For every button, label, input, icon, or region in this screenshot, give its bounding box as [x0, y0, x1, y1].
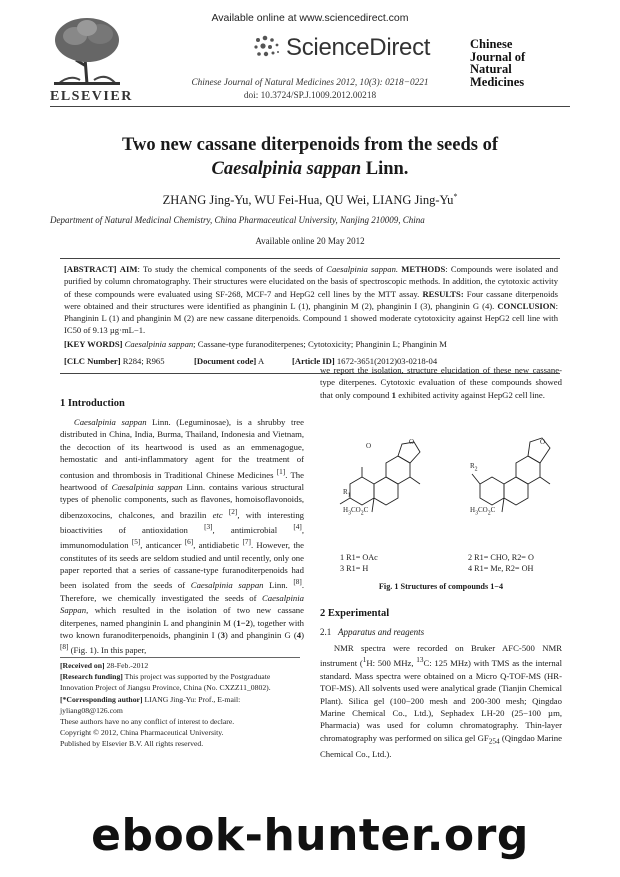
keyword-species: Caesalpinia sappan: [124, 339, 194, 349]
mol-label-o: O: [366, 442, 372, 450]
funding-note: [60, 671, 305, 693]
subsection-heading: [320, 627, 424, 637]
corresponding-note: [60, 694, 305, 716]
aim-species: Caesalpinia sappan.: [326, 264, 399, 274]
compound-legend-left: [340, 552, 378, 574]
results-text: Four cassane diterpenoids were obtained and their structures were identified as phanginin L (1), phanginin M (2), phanginin I (3), phanginin G (4).: [64, 288, 558, 311]
clc-number: [64, 356, 165, 366]
title-species: Caesalpinia sappan: [211, 159, 362, 179]
affiliation: Department of Natural Medicinal Chemistry, China Pharmaceutical University, Nanjing 210009, China: [50, 215, 425, 225]
conclusion-text: : Phanginin L (1) and phanginin M (2) are new cassane diterpenoids. Compound 1 showed moderate cytotoxicity against HepG2 cell line with IC50 of 9.13 µg·mL−1.: [64, 300, 558, 336]
id-label: [Article ID]: [292, 356, 335, 366]
abstract-top-rule: [60, 258, 560, 259]
author-names: ZHANG Jing-Yu, WU Fei-Hua, QU Wei, LIANG Jing-Yu: [162, 193, 454, 208]
abstract: [64, 263, 558, 337]
article-title: [60, 133, 560, 181]
journal-name-line: Medicines: [470, 74, 525, 89]
doi-text: doi: 10.3724/SP.J.1009.2012.00218: [243, 91, 377, 101]
elsevier-wordmark: ELSEVIER: [50, 89, 133, 104]
figure-1-structures: [322, 426, 562, 536]
footnote-rule: [60, 657, 300, 658]
subsection-number: 2.1: [320, 627, 332, 637]
experimental-heading: 2 Experimental: [320, 608, 390, 619]
compound-3-label: 3 R1= H: [340, 564, 369, 573]
compound-1-label: 1 R1= OAc: [340, 553, 378, 562]
mol-label-o2: O: [409, 438, 415, 446]
ring-a2: [480, 477, 504, 505]
conflict-note: These authors have no any conflict of interest to declare.: [60, 717, 235, 727]
apparatus-paragraph: NMR spectra were recorded on Bruker AFC-500 NMR instrument ($^1$H: 500 MHz, $^{13}$C: 125 MHz) with TMS as the internal standard. Mass spectra were obtained on a Micro Q-TOF-MS (HR-TOF-MS). All solvents used were analytical grade (Tianjin Chemical Plant). Silica gel (100−200 mesh and 200-300 mesh; Qingdao Marine Chemical Co., Ltd.), Sephadex LH-20 (25−100 µm, Pharmacia) was used for column chromatography. Thin-layer chromatography was performed on silica gel $GF_{254}$ (Qingdao Marine Chemical Co., Ltd.).: [320, 643, 562, 759]
journal-name-box: [470, 38, 562, 88]
clc-label: [CLC Number]: [64, 356, 121, 366]
conclusion-label: CONCLUSION: [497, 300, 556, 311]
aim-text: : To study the chemical components of the seeds of: [137, 264, 327, 274]
title-suffix: Linn.: [361, 159, 409, 179]
mol-label-ester: $H_3CO_2C$: [343, 506, 369, 517]
results-label: RESULTS:: [422, 288, 464, 299]
ring-b: [374, 477, 398, 505]
corresponding-text: LIANG Jing-Yu: Prof., E-mail: jyliang08@126.com: [60, 694, 241, 715]
mol-label-o3: O: [540, 438, 546, 446]
footnotes: [60, 660, 305, 750]
watermark-text: ebook-hunter.org: [91, 810, 529, 861]
ring-c2: [516, 456, 540, 484]
mol-label-r2: $R_2$: [470, 462, 478, 473]
doc-label: [Document code]: [194, 356, 257, 366]
elsevier-tree-logo-icon: [50, 14, 124, 88]
introduction-heading: 1 Introduction: [60, 398, 125, 409]
journal-name-line: Journal of: [470, 49, 526, 64]
publisher-note: Published by Elsevier B.V. All rights reserved.: [60, 739, 204, 749]
sciencedirect-logo-icon: [252, 34, 282, 60]
title-line-2: [60, 157, 560, 181]
header-divider: [50, 106, 570, 107]
mol-label-r1: $R_1$: [343, 488, 351, 499]
available-online-text: Available online at www.sciencedirect.com: [211, 12, 409, 24]
journal-name-line: Natural: [470, 62, 512, 76]
mol-label-ester2: $H_3CO_2C$: [470, 506, 496, 517]
document-code: [194, 356, 264, 366]
ring-b2: [504, 477, 528, 505]
ring-a: [350, 477, 374, 505]
keyword-list: ; Cassane-type furanoditerpenes; Cytotoxicity; Phanginin L; Phanginin M: [193, 339, 447, 349]
title-line-1: Two new cassane diterpenoids from the seeds of: [122, 135, 498, 155]
furan-ring2: [528, 438, 550, 463]
keywords: [64, 338, 558, 350]
received-label: [Received on]: [60, 661, 105, 670]
doc-value: A: [256, 356, 265, 366]
journal-citation: Chinese Journal of Natural Medicines 2012, 10(3): 0218−0221: [191, 78, 429, 88]
introduction-continuation: we report the isolation, structure elucidation of these new cassane-type diterpenes. Cytotoxic evaluation of these compounds showed that only compound 1 exhibited activity against HepG2 cell line.: [320, 365, 562, 400]
compound-4-label: 4 R1= Me, R2= OH: [468, 564, 534, 573]
compound-2-label: 2 R1= CHO, R2= O: [468, 553, 534, 562]
author-list: [60, 192, 560, 208]
methods-label: METHODS: [398, 264, 446, 274]
clc-value: R284; R965: [120, 356, 165, 366]
ring-c: [386, 456, 410, 484]
introduction-paragraph: Caesalpinia sappan Linn. (Leguminosae), is a shrubby tree distributed in China, India, Burma, Thailand, Indonesia and Vietnam, the decoction of its heartwood is used as an emmenagogue, hemostatic and anti-inflammatory agent for the treatment of contusion and thrombosis in Traditional Chinese Medicines [1]. The heartwood of Caesalpinia sappan Linn. contains various structural types of phenolic components, such as flavones, homoisoflavonoids, dibenzoxocins, chalcones, and brazilin etc [2], with interesting bioactivities of antioxidation [3], antimicrobial [4], immunomodulation [5], anticancer [6], antidiabetic [7]. However, the constitutes of its seeds are seldom studied and until recently, only one paper reported that a series of cassane-type furanoditerpenoids had been isolated from the seeds of Caesalpinia sappan Linn. [8]. Therefore, we chemically investigated the seeds of Caesalpinia Sappan, which resulted in the isolation of two new cassane diterpenes, named phanginin L and phanginin M (1−2), together with two known furanoditerpenoids, phanginin I (3) and phanginin G (4) [8] (Fig. 1). In this paper,: [60, 417, 305, 656]
methods-text: : Compounds were isolated and purified by column chromatography. Their structures were elucidated on the basis of spectroscopic methods. In addition, the cytotoxic activity of these compounds were evaluated using SF-268, MCF-7 and HepG2 cell lines by the MTT assay.: [64, 264, 559, 299]
id-value: 1672-3651(2012)03-0218-04: [334, 356, 438, 366]
available-online-date: Available online 20 May 2012: [255, 236, 365, 246]
sciencedirect-wordmark: ScienceDirect: [286, 34, 431, 61]
funding-text: This project was supported by the Postgraduate Innovation Project of Jiangsu Province, China (No. CXZZ11_0802).: [60, 672, 271, 693]
abstract-label: [ABSTRACT]: [64, 264, 117, 274]
keywords-label: [KEY WORDS]: [64, 339, 123, 349]
figure-caption: Fig. 1 Structures of compounds 1−4: [378, 582, 504, 591]
subsection-title: Apparatus and reagents: [338, 627, 425, 637]
copyright-note: Copyright © 2012, China Pharmaceutical University.: [60, 728, 224, 738]
received-note: [60, 660, 305, 671]
journal-name-line: Chinese: [470, 37, 513, 51]
aim-label: AIM: [119, 264, 138, 274]
funding-label: [Research funding]: [60, 672, 123, 682]
compound-legend-right: [468, 552, 534, 574]
received-date: 28-Feb.-2012: [104, 661, 149, 670]
corresponding-label: [*Corresponding author]: [60, 694, 143, 704]
corresponding-mark: *: [453, 192, 458, 201]
